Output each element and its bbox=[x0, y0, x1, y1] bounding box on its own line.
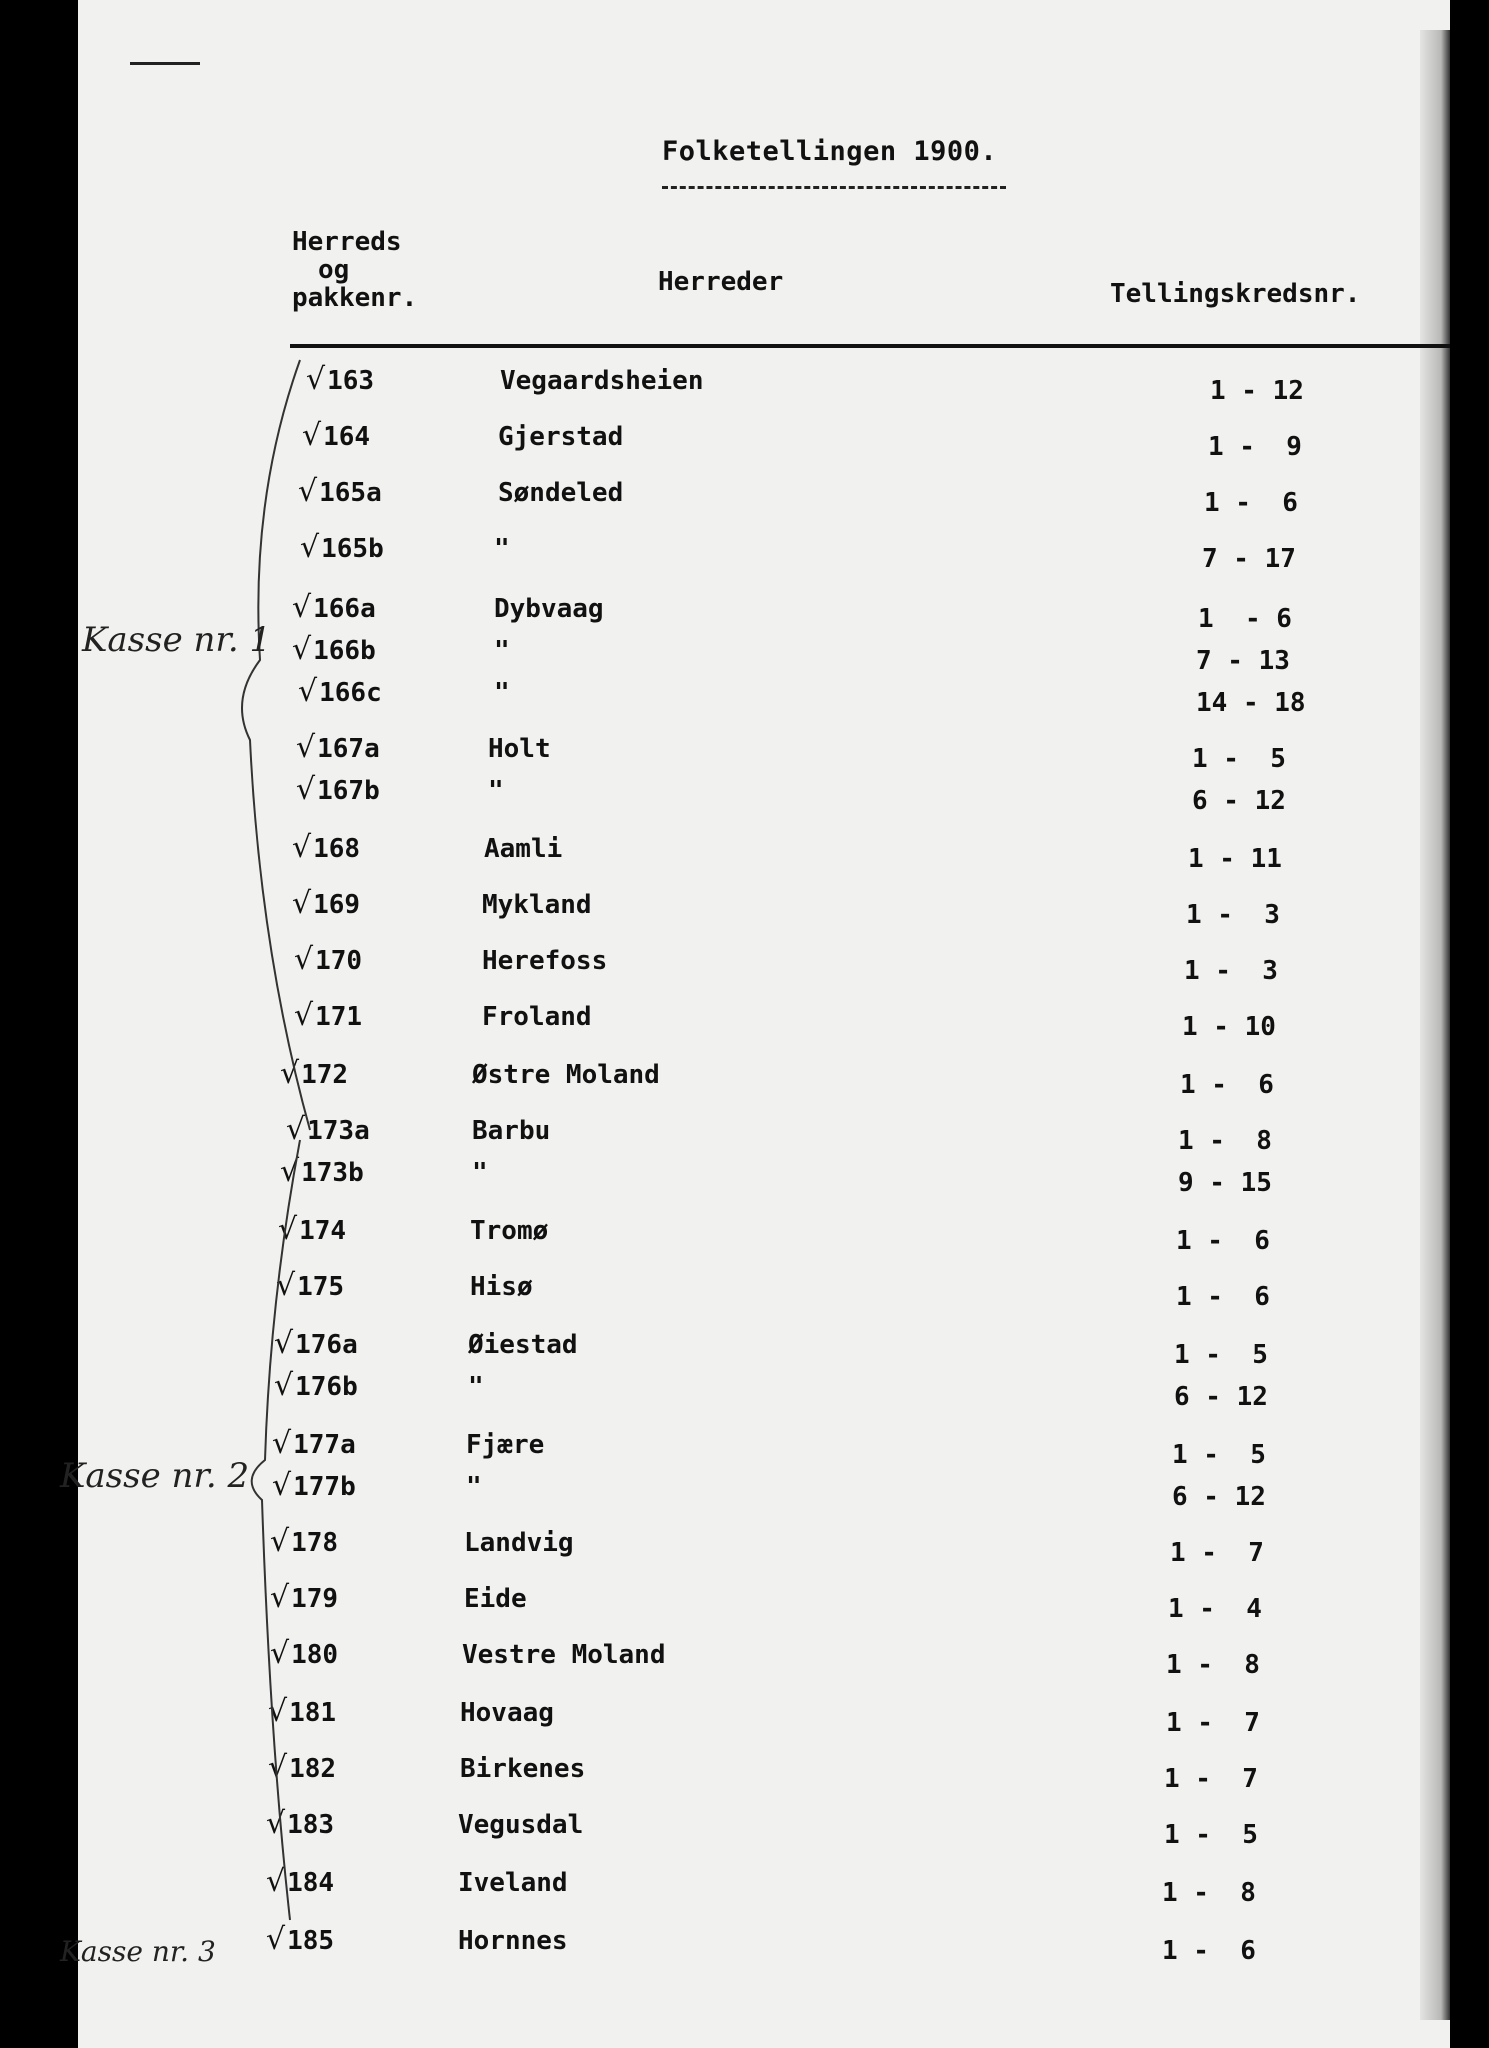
check-mark-icon: √ bbox=[272, 1468, 292, 1503]
tellingskreds-range: 1 - 6 bbox=[1162, 1936, 1256, 1966]
tellingskreds-range: 1 - 6 bbox=[1180, 1070, 1274, 1100]
check-mark-icon: √ bbox=[274, 1368, 294, 1403]
herred-name: Birkenes bbox=[460, 1754, 586, 1784]
document-title: Folketellingen 1900. bbox=[662, 136, 998, 167]
package-number-text: 170 bbox=[315, 946, 363, 976]
annotation-kasse-1: Kasse nr. 1 bbox=[82, 620, 272, 660]
tellingskreds-range: 1 - 7 bbox=[1164, 1764, 1258, 1794]
check-mark-icon: √ bbox=[292, 590, 312, 625]
herred-name: Hisø bbox=[470, 1272, 533, 1302]
header-number-line-1: Herreds bbox=[292, 227, 402, 257]
tellingskreds-range: 7 - 13 bbox=[1196, 646, 1290, 676]
check-mark-icon: √ bbox=[298, 674, 318, 709]
tellingskreds-range: 1 - 8 bbox=[1178, 1126, 1272, 1156]
package-number-text: 182 bbox=[289, 1754, 337, 1784]
herred-name: " bbox=[494, 636, 510, 666]
tellingskreds-range: 1 - 6 bbox=[1198, 604, 1292, 634]
herred-name: Vestre Moland bbox=[462, 1640, 666, 1670]
tellingskreds-range: 1 - 6 bbox=[1176, 1226, 1270, 1256]
tellingskreds-range: 1 - 3 bbox=[1184, 956, 1278, 986]
annotation-kasse-3: Kasse nr. 3 bbox=[60, 1935, 216, 1968]
tellingskreds-range: 6 - 12 bbox=[1174, 1382, 1268, 1412]
check-mark-icon: √ bbox=[270, 1636, 290, 1671]
check-mark-icon: √ bbox=[268, 1694, 288, 1729]
herred-name: Barbu bbox=[472, 1116, 551, 1146]
herred-name: Dybvaag bbox=[494, 594, 604, 624]
package-number-text: 173a bbox=[307, 1116, 370, 1146]
check-mark-icon: √ bbox=[292, 886, 312, 921]
package-number-text: 165b bbox=[321, 534, 384, 564]
check-mark-icon: √ bbox=[270, 1524, 290, 1559]
package-number-text: 173b bbox=[301, 1158, 364, 1188]
check-mark-icon: √ bbox=[272, 1426, 292, 1461]
check-mark-icon: √ bbox=[302, 418, 322, 453]
header-name-column: Herreder bbox=[658, 267, 784, 297]
herred-name: Øiestad bbox=[468, 1330, 578, 1360]
check-mark-icon: √ bbox=[292, 830, 312, 865]
package-number-text: 168 bbox=[313, 834, 361, 864]
tellingskreds-range: 1 - 5 bbox=[1164, 1820, 1258, 1850]
package-number-text: 175 bbox=[297, 1272, 345, 1302]
herred-name: Iveland bbox=[458, 1868, 568, 1898]
herred-name: Vegusdal bbox=[458, 1810, 584, 1840]
tellingskreds-range: 1 - 11 bbox=[1188, 844, 1282, 874]
bracket-kasse-1 bbox=[242, 360, 310, 1130]
package-number-text: 181 bbox=[289, 1698, 337, 1728]
check-mark-icon: √ bbox=[266, 1864, 286, 1899]
herred-name: Froland bbox=[482, 1002, 592, 1032]
herred-name: Hovaag bbox=[460, 1698, 554, 1728]
check-mark-icon: √ bbox=[266, 1922, 286, 1957]
tellingskreds-range: 1 - 5 bbox=[1172, 1440, 1266, 1470]
package-number-text: 178 bbox=[291, 1528, 339, 1558]
herred-name: Tromø bbox=[470, 1216, 549, 1246]
check-mark-icon: √ bbox=[268, 1750, 288, 1785]
package-number-text: 176b bbox=[295, 1372, 358, 1402]
tellingskreds-range: 1 - 12 bbox=[1210, 376, 1304, 406]
herred-name: " bbox=[488, 776, 504, 806]
herred-name: Vegaardsheien bbox=[500, 366, 704, 396]
tellingskreds-range: 1 - 6 bbox=[1204, 488, 1298, 518]
herred-name: Østre Moland bbox=[472, 1060, 660, 1090]
herred-name: Gjerstad bbox=[498, 422, 624, 452]
herred-name: Holt bbox=[488, 734, 551, 764]
tellingskreds-range: 1 - 9 bbox=[1208, 432, 1302, 462]
tellingskreds-range: 1 - 8 bbox=[1166, 1650, 1260, 1680]
tellingskreds-range: 1 - 10 bbox=[1182, 1012, 1276, 1042]
herred-name: " bbox=[468, 1372, 484, 1402]
tellingskreds-range: 1 - 5 bbox=[1192, 744, 1286, 774]
check-mark-icon: √ bbox=[292, 632, 312, 667]
tellingskreds-range: 7 - 17 bbox=[1202, 544, 1296, 574]
package-number-text: 164 bbox=[323, 422, 371, 452]
herred-name: Hornnes bbox=[458, 1926, 568, 1956]
tellingskreds-range: 1 - 8 bbox=[1162, 1878, 1256, 1908]
tellingskreds-range: 1 - 3 bbox=[1186, 900, 1280, 930]
check-mark-icon: √ bbox=[300, 530, 320, 565]
herred-name: " bbox=[466, 1472, 482, 1502]
herred-name: Landvig bbox=[464, 1528, 574, 1558]
check-mark-icon: √ bbox=[270, 1580, 290, 1615]
package-number-text: 183 bbox=[287, 1810, 335, 1840]
annotation-kasse-2: Kasse nr. 2 bbox=[60, 1456, 250, 1496]
package-number-text: 169 bbox=[313, 890, 361, 920]
package-number-text: 176a bbox=[295, 1330, 358, 1360]
tellingskreds-range: 9 - 15 bbox=[1178, 1168, 1272, 1198]
header-range-column: Tellingskredsnr. bbox=[1110, 279, 1361, 309]
check-mark-icon: √ bbox=[274, 1326, 294, 1361]
package-number-text: 166a bbox=[313, 594, 376, 624]
package-number-text: 184 bbox=[287, 1868, 335, 1898]
check-mark-icon: √ bbox=[278, 1212, 298, 1247]
check-mark-icon: √ bbox=[298, 474, 318, 509]
package-number-text: 166b bbox=[313, 636, 376, 666]
herred-name: Fjære bbox=[466, 1430, 545, 1460]
package-number-text: 167b bbox=[317, 776, 380, 806]
tellingskreds-range: 14 - 18 bbox=[1196, 688, 1306, 718]
tellingskreds-range: 1 - 4 bbox=[1168, 1594, 1262, 1624]
herred-name: " bbox=[472, 1158, 488, 1188]
tellingskreds-range: 1 - 7 bbox=[1170, 1538, 1264, 1568]
tellingskreds-range: 1 - 5 bbox=[1174, 1340, 1268, 1370]
package-number-text: 177a bbox=[293, 1430, 356, 1460]
tellingskreds-range: 1 - 7 bbox=[1166, 1708, 1260, 1738]
check-mark-icon: √ bbox=[280, 1154, 300, 1189]
herred-name: Herefoss bbox=[482, 946, 608, 976]
check-mark-icon: √ bbox=[276, 1268, 296, 1303]
herred-name: " bbox=[494, 534, 510, 564]
package-number-text: 185 bbox=[287, 1926, 335, 1956]
herred-name: Mykland bbox=[482, 890, 592, 920]
package-number-text: 174 bbox=[299, 1216, 347, 1246]
package-number-text: 166c bbox=[319, 678, 382, 708]
package-number-text: 179 bbox=[291, 1584, 339, 1614]
check-mark-icon: √ bbox=[266, 1806, 286, 1841]
check-mark-icon: √ bbox=[294, 998, 314, 1033]
herred-name: Søndeled bbox=[498, 478, 624, 508]
herred-name: Aamli bbox=[484, 834, 563, 864]
check-mark-icon: √ bbox=[296, 772, 316, 807]
package-number-text: 180 bbox=[291, 1640, 339, 1670]
check-mark-icon: √ bbox=[286, 1112, 306, 1147]
package-number-text: 177b bbox=[293, 1472, 356, 1502]
bracket-kasse-2 bbox=[252, 1140, 300, 1920]
package-number-text: 163 bbox=[327, 366, 375, 396]
herred-name: " bbox=[494, 678, 510, 708]
tellingskreds-range: 6 - 12 bbox=[1192, 786, 1286, 816]
package-number-text: 171 bbox=[315, 1002, 363, 1032]
package-number-text: 172 bbox=[301, 1060, 349, 1090]
check-mark-icon: √ bbox=[306, 362, 326, 397]
check-mark-icon: √ bbox=[280, 1056, 300, 1091]
header-number-line-3: pakkenr. bbox=[292, 283, 418, 313]
check-mark-icon: √ bbox=[296, 730, 316, 765]
tellingskreds-range: 6 - 12 bbox=[1172, 1482, 1266, 1512]
check-mark-icon: √ bbox=[294, 942, 314, 977]
tellingskreds-range: 1 - 6 bbox=[1176, 1282, 1270, 1312]
herred-name: Eide bbox=[464, 1584, 527, 1614]
header-number-line-2: og bbox=[318, 255, 350, 285]
package-number-text: 167a bbox=[317, 734, 380, 764]
package-number-text: 165a bbox=[319, 478, 382, 508]
